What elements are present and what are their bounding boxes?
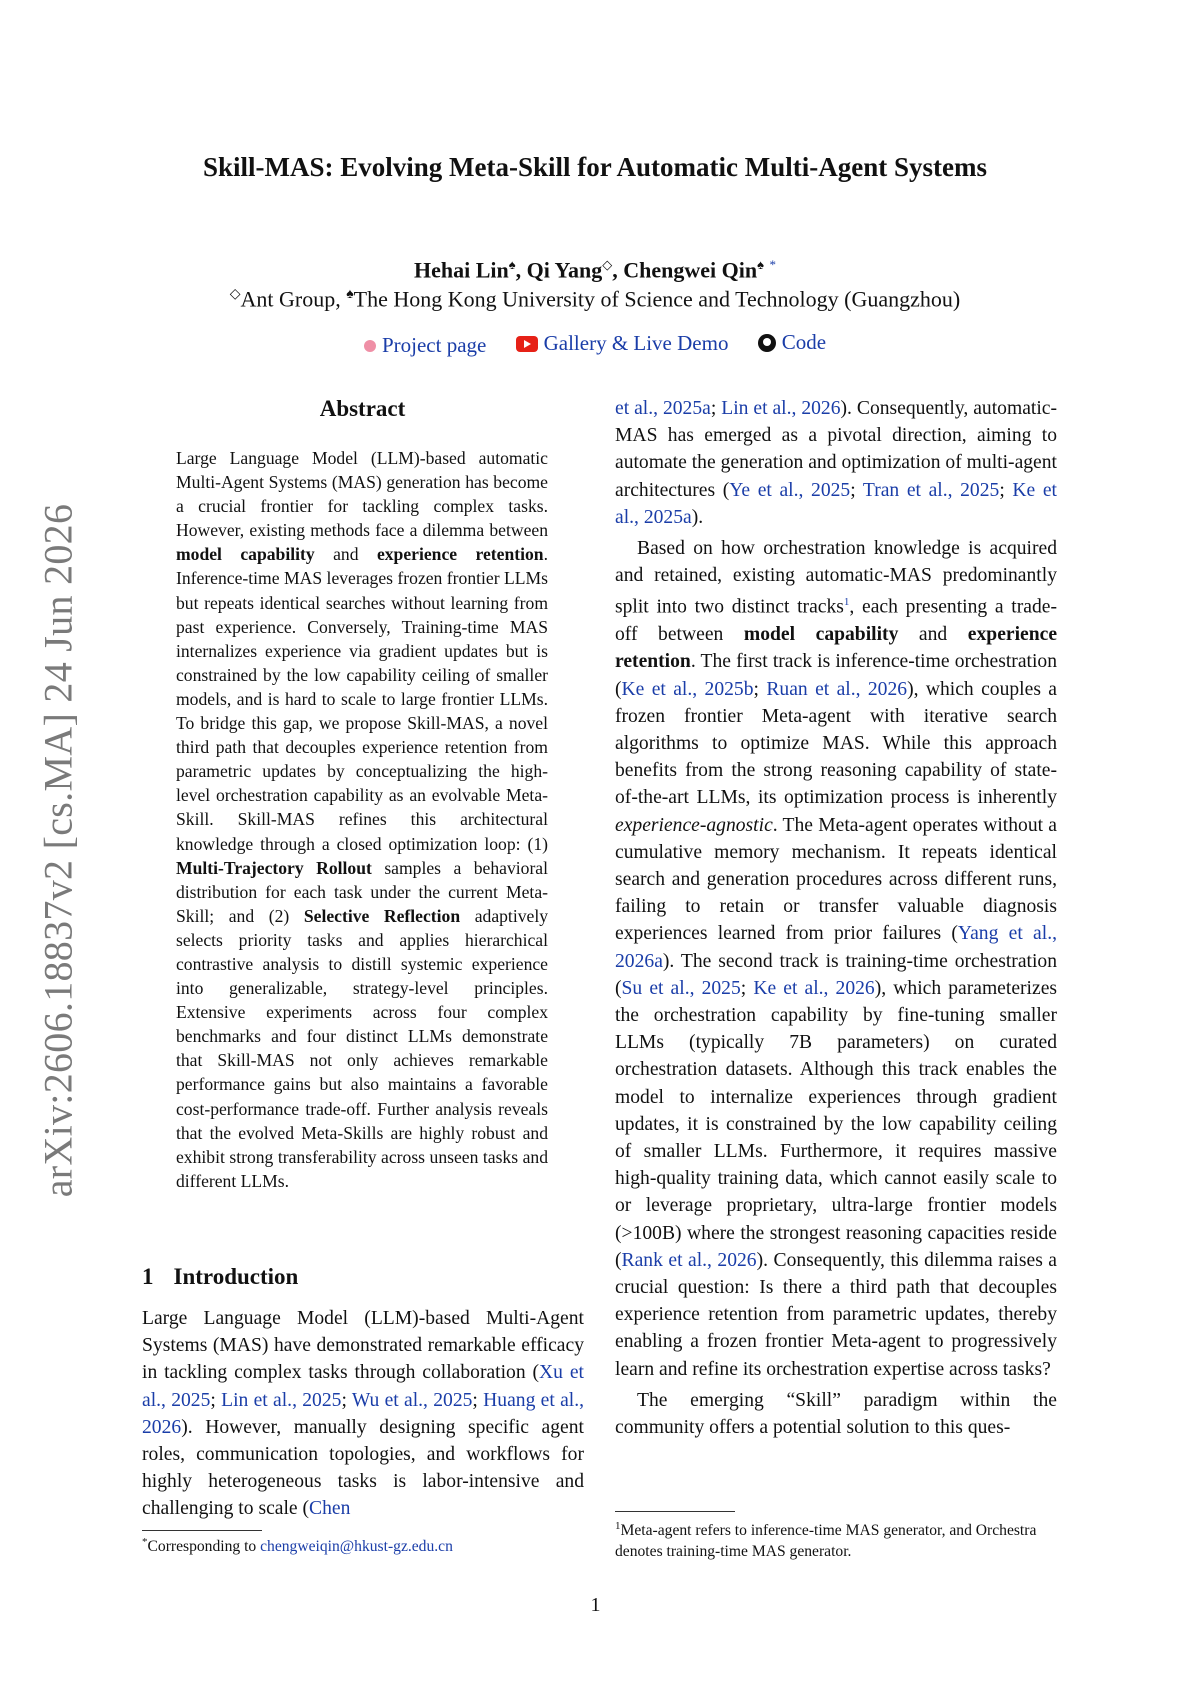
citation-link[interactable]: Lin et al., 2026 xyxy=(721,398,841,419)
paragraph-continued: et al., 2025a; Lin et al., 2026). Consequently, automatic-MAS has emerged as a pivotal direction, aiming to automate the generation and optimization of multi-agent architectures (Ye et al., 2025; Tran et al., 2025; Ke et al., 2025a). xyxy=(615,398,1057,528)
affiliation-mark: ♠ xyxy=(346,287,354,302)
footnote-corresponding: *Corresponding to chengweiqin@hkust-gz.edu.cn xyxy=(142,1536,453,1556)
author-list: Hehai Lin♠, Qi Yang◇, Chengwei Qin♠ * xyxy=(413,257,776,283)
footnote-rule-left xyxy=(142,1530,262,1531)
affiliation-mark: ♠ xyxy=(757,257,764,272)
brain-icon xyxy=(364,340,376,352)
paragraph-skill: The emerging “Skill” paradigm within the community offers a potential solution to this ques- xyxy=(615,1389,1057,1439)
affiliation-text: Ant Group, xyxy=(240,286,347,312)
gallery-demo-label: Gallery & Live Demo xyxy=(543,331,729,355)
author-name: Hehai Lin xyxy=(413,257,509,283)
citation-link[interactable]: Ke et al., 2025b xyxy=(621,678,754,700)
affiliation-mark: ◇ xyxy=(229,287,241,302)
project-page-link[interactable] xyxy=(364,333,486,358)
citation-link[interactable]: et al., 2025a xyxy=(615,398,711,419)
citation-link[interactable]: Ke et al., 2025a xyxy=(615,479,1057,528)
section-number: 1 xyxy=(142,1264,154,1289)
corresponding-author-mark[interactable]: * xyxy=(769,257,776,272)
project-page-label: Project page xyxy=(381,333,487,357)
citation-link[interactable]: Ruan et al., 2026 xyxy=(766,678,908,700)
author-name: Chengwei Qin xyxy=(623,257,758,283)
paper-title: Skill-MAS: Evolving Meta-Skill for Automatic Multi-Agent Systems xyxy=(203,152,987,182)
paragraph-tracks: Based on how orchestration knowledge is acquired and retained, existing automatic-MAS predominantly split into two distinct tracks$^1$, each presenting a trade-off between model capability and experience retention. The first track is inference-time orchestration (Ke et al., 2025b; Ruan et al., 2026), which couples a frozen frontier Meta-agent with iterative search algorithms to optimize MAS. While this approach benefits from the strong reasoning capability of state-of-the-art LLMs, its optimization process is inherently experience-agnostic. The Meta-agent operates without a cumulative memory mechanism. It repeats identical search and generation procedures across different runs, failing to retain or transfer valuable diagnosis experiences learned from prior failures (Yang et al., 2026a). The second track is training-time orchestration (Su et al., 2025; Ke et al., 2026), which parameterizes the orchestration capability by fine-tuning smaller LLMs (typically 7B parameters) on curated orchestration datasets. Although this track enables the model to internalize experiences through gradient updates, it is constrained by the low capability ceiling of smaller LLMs. Furthermore, it requires massive high-quality training data, which cannot easily scale to or leverage proprietary, ultra-large frontier models (>100B) where the strongest reasoning capacities reside (Rank et al., 2026). Consequently, this dilemma raises a crucial question: Is there a third path that decouples experience retention from parametric updates, thereby enabling a frozen frontier Meta-agent to progressively learn and refine its orchestration expertise across tasks? xyxy=(615,538,1058,1380)
code-label: Code xyxy=(781,330,827,354)
right-column xyxy=(615,395,1057,1441)
gallery-demo-link[interactable] xyxy=(516,331,729,356)
author-name: Qi Yang xyxy=(526,257,603,283)
page-number: 1 xyxy=(590,1594,601,1616)
citation-link[interactable]: Xu et al., 2025 xyxy=(142,1362,584,1411)
footnote-ref[interactable]: 1 xyxy=(843,596,850,609)
citation-link[interactable]: Su et al., 2025 xyxy=(621,977,741,999)
github-icon xyxy=(758,334,776,352)
footnote-rule-right xyxy=(615,1511,735,1512)
affiliation-text: The Hong Kong University of Science and Technology (Guangzhou) xyxy=(353,286,961,312)
introduction-paragraph: Large Language Model (LLM)-based Multi-Agent Systems (MAS) have demonstrated remarkable efficacy in tackling complex tasks through collaboration (Xu et al., 2025; Lin et al., 2025; Wu et al., 2025; Huang et al., 2026). However, manually designing specific agent roles, communication topologies, and workflows for highly heterogeneous tasks is labor-intensive and challenging to scale (Chen xyxy=(142,1308,585,1520)
email-link[interactable]: chengweiqin@hkust-gz.edu.cn xyxy=(260,1538,453,1556)
citation-link[interactable]: Ke et al., 2026 xyxy=(753,977,875,999)
citation-link[interactable]: Tran et al., 2025 xyxy=(862,479,1000,501)
arxiv-side-identifier xyxy=(34,490,82,1210)
citation-link[interactable]: Rank et al., 2026 xyxy=(621,1249,757,1271)
citation-link[interactable]: Lin et al., 2025 xyxy=(221,1389,342,1411)
affiliation-mark: ◇ xyxy=(602,257,613,272)
abstract-heading: Abstract xyxy=(319,396,406,421)
affiliation-mark: ♠ xyxy=(508,257,516,272)
citation-link[interactable]: Chen xyxy=(309,1498,351,1520)
abstract-text: Large Language Model (LLM)-based automatic Multi-Agent Systems (MAS) generation has become a crucial frontier for tackling complex tasks. However, existing methods face a dilemma between model capability and experience retention. Inference-time MAS leverages frozen frontier LLMs but repeats identical searches without learning from past experience. Conversely, Training-time MAS internalizes experience via gradient updates but is constrained by the low capability ceiling of smaller models, and is hard to scale to large frontier LLMs. To bridge this gap, we propose Skill-MAS, a novel third path that decouples experience retention from parametric updates by conceptualizing the high-level orchestration capability as an evolvable Meta-Skill. Skill-MAS refines this architectural knowledge through a closed optimization loop: (1) Multi-Trajectory Rollout samples a behavioral distribution for each task under the current Meta-Skill; and (2) Selective Reflection adaptively selects priority tasks and applies hierarchical contrastive analysis to distill systemic experience into generalizable, strategy-level principles. Extensive experiments across four complex benchmarks and four distinct LLMs demonstrate that Skill-MAS not only achieves remarkable performance gains but also maintains a favorable cost-performance trade-off. Further analysis reveals that the evolved Meta-Skills are highly robust and exhibit strong transferability across unseen tasks and different LLMs. xyxy=(176,448,549,1191)
citation-link[interactable]: Huang et al., 2026 xyxy=(142,1389,585,1438)
citation-link[interactable]: Ye et al., 2025 xyxy=(729,479,851,501)
citation-link[interactable]: Yang et al., 2026a xyxy=(615,923,1057,972)
footnote-1: $^1$Meta-agent refers to inference-time MAS generator, and Orchestra denotes training-time MAS generator. xyxy=(615,1520,1037,1561)
section-title: Introduction xyxy=(173,1264,299,1289)
citation-link[interactable]: Wu et al., 2025 xyxy=(351,1389,473,1411)
code-link[interactable] xyxy=(758,330,826,355)
resource-links xyxy=(140,330,1050,358)
youtube-icon xyxy=(516,336,538,352)
section-heading-introduction xyxy=(142,1264,298,1290)
affiliations xyxy=(140,286,1050,312)
arxiv-id-text: arXiv:2606.18837v2 [cs.MA] 24 Jun 2026 xyxy=(35,503,81,1197)
